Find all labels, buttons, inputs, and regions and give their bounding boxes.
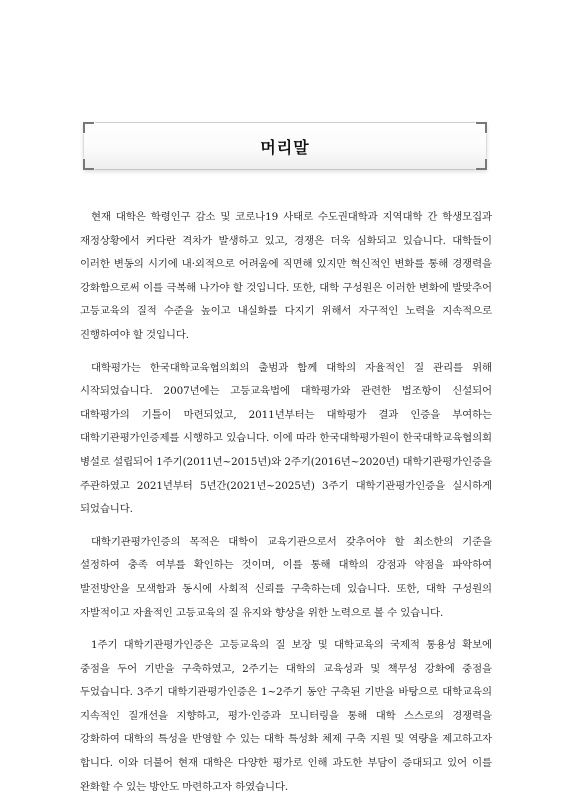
preface-paragraph-2: 대학평가는 한국대학교육협의회의 출범과 함께 대학의 자율적인 질 관리를 위해 시작되었습니다. 2007년에는 고등교육법에 대학평가와 관련한 법조항이 신설되어 대학평가의 기틀이 마련되었고, 2011년부터는 대학평가 결과 인증을 부여하는 대학기관평가인증제를 시행하고 있습니다. 이에 따라 한국대학평가원이 한국대학교육협의회 병설로 설립되어 1주기(2011년~2015년)와 2주기(2016년~2020년) 대학기관평가인증을 주관하였고 2021년부터 5년간(2021년~2025년) 3주기 대학기관평가인증을 실시하게 되었습니다. xyxy=(80,361,492,516)
preface-paragraph-3: 대학기관평가인증의 목적은 대학이 교육기관으로서 갖추어야 할 최소한의 기준을 설정하여 충족 여부를 확인하는 것이며, 이를 통해 대학의 강점과 약점을 파악하여 발전방안을 모색함과 동시에 사회적 신뢰를 구축하는데 있습니다. 또한, 대학 구성원의 자발적이고 자율적인 고등교육의 질 유지와 향상을 위한 노력으로 볼 수 있습니다. xyxy=(80,535,492,619)
preface-paragraph-4: 1주기 대학기관평가인증은 고등교육의 질 보장 및 대학교육의 국제적 통용성 확보에 중점을 두어 기반을 구축하였고, 2주기는 대학의 교육성과 및 책무성 강화에 중점을 두었습니다. 3주기 대학기관평가인증은 1~2주기 동안 구축된 기반을 바탕으로 대학교육의 지속적인 질개선을 지향하고, 평가·인증과 모니터링을 통해 대학 스스로의 경쟁력을 강화하여 대학의 특성을 반영할 수 있는 대학 특성화 체제 구축 지원 및 역량을 제고하고자 합니다. 이와 더불어 현재 대학은 다양한 평가로 인해 과도한 부담이 증대되고 있어 이를 완화할 수 있는 방안도 마련하고자 하였습니다. xyxy=(80,639,492,793)
title-banner xyxy=(83,122,487,170)
preface-body xyxy=(80,206,492,808)
preface-paragraph-1: 현재 대학은 학령인구 감소 및 코로나19 사태로 수도권대학과 지역대학 간 학생모집과 재정상황에서 커다란 격차가 발생하고 있고, 경쟁은 더욱 심화되고 있습니다. 대학들이 이러한 변동의 시기에 내·외적으로 어려움에 직면해 있지만 혁신적인 변화를 통해 경쟁력을 강화함으로써 이를 극복해 나가야 할 것입니다. 또한, 대학 구성원은 이러한 변화에 발맞추어 고등교육의 질적 수준을 높이고 내실화를 다지기 위해서 자구적인 노력을 지속적으로 진행하여야 할 것입니다. xyxy=(80,211,492,341)
page-title: 머리말 xyxy=(260,137,310,157)
